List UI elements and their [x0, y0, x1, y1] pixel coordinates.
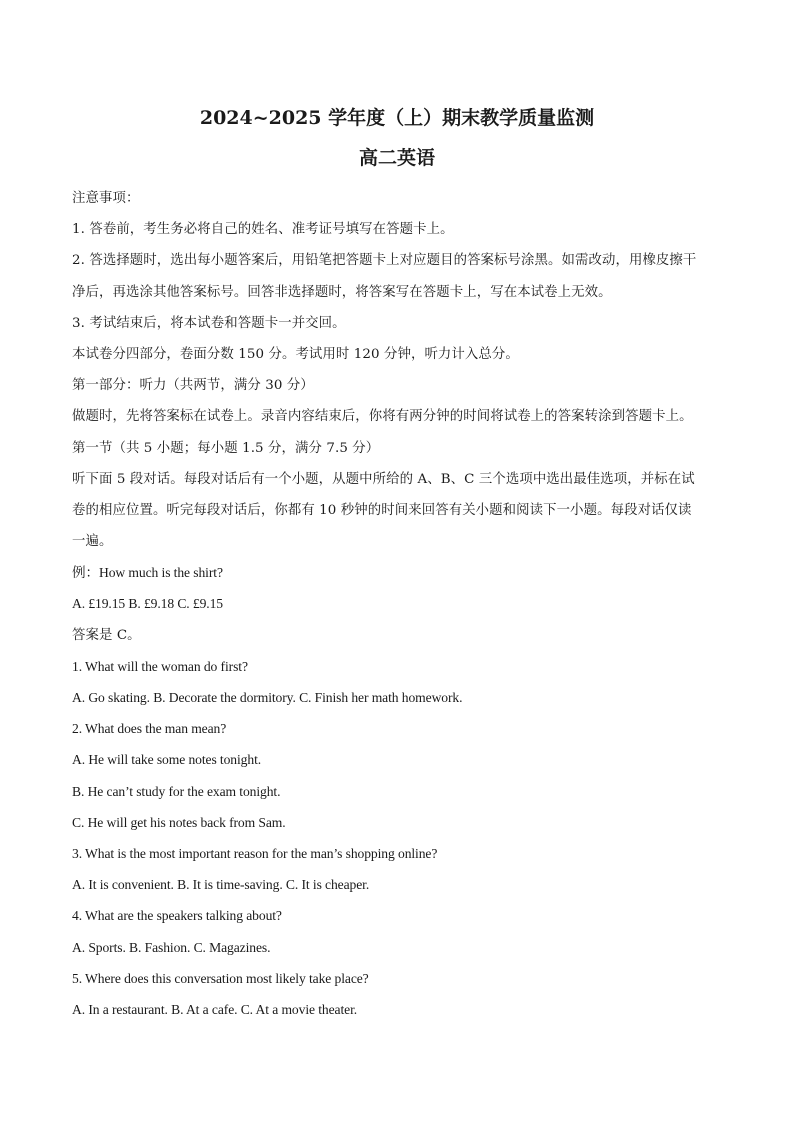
question-1-options: A. Go skating. B. Decorate the dormitory. C. Finish her math homework. — [72, 690, 463, 705]
exam-subtitle: 高二英语 — [358, 147, 435, 169]
part-one-instruction: 做题时，先将答案标在试卷上。录音内容结束后，你将有两分钟的时间将试卷上的答案转涂到答题卡上。 — [72, 409, 693, 425]
exam-body — [72, 183, 726, 1025]
question-5-options: A. In a restaurant. B. At a cafe. C. At a movie theater. — [72, 1001, 358, 1017]
question-2-option-c: C. He will get his notes back from Sam. — [72, 814, 286, 830]
question-2-option-b: B. He can’t study for the exam tonight. — [72, 783, 281, 799]
question-4: 4. What are the speakers talking about? — [72, 908, 282, 924]
question-4-options: A. Sports. B. Fashion. C. Magazines. — [72, 939, 271, 955]
section-one-instruction: 听下面 5 段对话。每段对话后有一个小题，从题中所给的 A、B、C 三个选项中选出最佳选项，并标在试 — [72, 471, 695, 487]
section-one-instruction-end: 一遍。 — [72, 534, 113, 550]
question-2-option-a: A. He will take some notes tonight. — [72, 752, 262, 768]
exam-info: 本试卷分四部分，卷面分数 150 分。考试用时 120 分钟，听力计入总分。 — [72, 346, 519, 362]
question-1: 1. What will the woman do first? — [72, 658, 248, 674]
notice-item-3: 3. 考试结束后，将本试卷和答题卡一并交回。 — [72, 315, 346, 331]
question-5: 5. Where does this conversation most likely take place? — [72, 970, 369, 986]
section-one-heading: 第一节（共 5 小题；每小题 1.5 分，满分 7.5 分） — [72, 440, 380, 456]
example-question: 例：How much is the shirt? — [72, 565, 223, 581]
question-3-options: A. It is convenient. B. It is time-saving. C. It is cheaper. — [72, 877, 370, 893]
question-2: 2. What does the man mean? — [72, 721, 227, 737]
notice-item-2-cont: 净后，再选涂其他答案标号。回答非选择题时，将答案写在答题卡上，写在本试卷上无效。 — [72, 284, 612, 300]
notice-item-2: 2. 答选择题时，选出每小题答案后，用铅笔把答题卡上对应题目的答案标号涂黑。如需改动，用橡皮擦干 — [72, 253, 697, 269]
section-one-instruction-cont: 卷的相应位置。听完每段对话后，你都有 10 秒钟的时间来回答有关小题和阅读下一小题。每段对话仅读 — [72, 502, 692, 518]
example-options: A. £19.15 B. £9.18 C. £9.15 — [72, 596, 223, 612]
notice-heading: 注意事项： — [72, 191, 140, 206]
notice-item-1: 1. 答卷前，考生务必将自己的姓名、准考证号填写在答题卡上。 — [72, 222, 454, 238]
example-answer: 答案是 C。 — [72, 627, 141, 643]
part-one-heading: 第一部分：听力（共两节，满分 30 分） — [72, 378, 314, 394]
question-3: 3. What is the most important reason for the man’s shopping online? — [72, 845, 438, 861]
exam-title: 2024~2025 学年度（上）期末教学质量监测 — [199, 107, 595, 129]
